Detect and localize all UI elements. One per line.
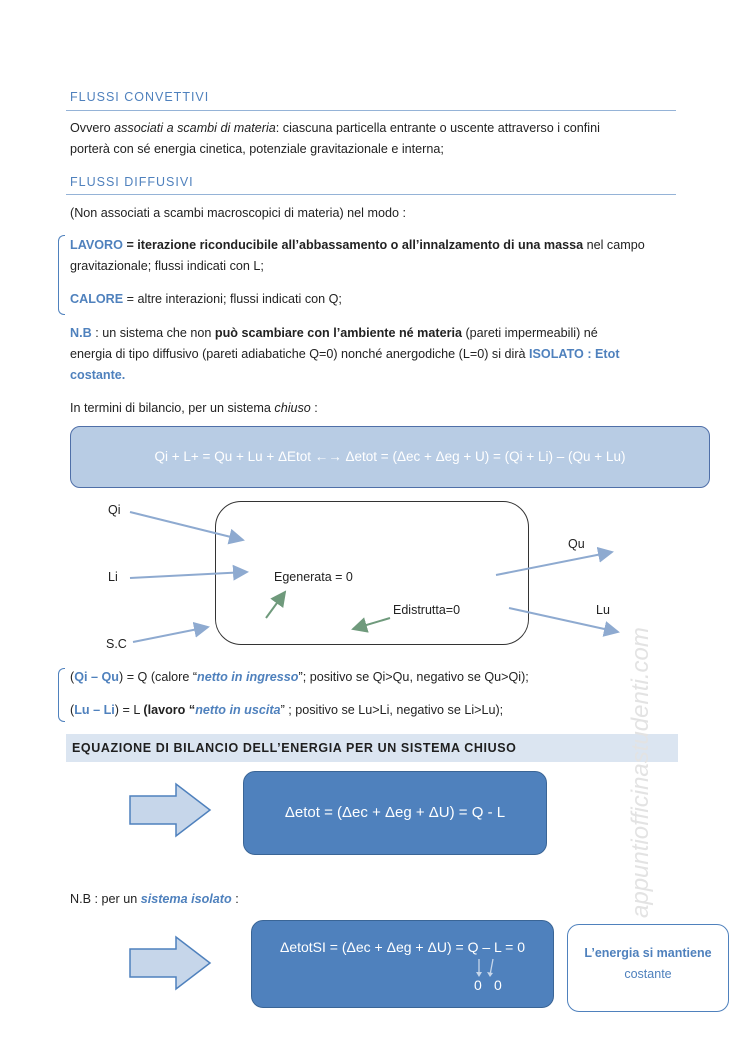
text: : un sistema che non <box>91 326 215 340</box>
text: : ciascuna particella entrante o uscente attraverso i confini <box>275 121 600 135</box>
text-italic-blue: netto in ingresso <box>197 670 299 684</box>
block-arrow-icon <box>128 782 212 838</box>
label-qi: Qi <box>108 503 121 517</box>
label-li: Li <box>108 570 118 584</box>
text: = altre interazioni; flussi indicati con Q; <box>123 292 342 306</box>
text-bold: (lavoro “ <box>143 703 196 717</box>
text: ( <box>70 703 75 717</box>
isolated-system-equation-box <box>251 920 554 1008</box>
note-line1: L’energia si mantiene <box>584 946 712 960</box>
label-qu: Qu <box>568 537 585 551</box>
arrow-edis <box>353 618 390 629</box>
balance-equation-box: Qi + L+ = Qu + Lu + ΔEtot ←→ Δetot = (Δec + Δeg + U) = (Qi + Li) – (Qu + Lu) <box>70 426 710 488</box>
nb-key: N.B <box>70 326 92 340</box>
lavoro-key: LAVORO <box>70 238 123 252</box>
diffusive-intro: (Non associati a scambi macroscopici di materia) nel modo : <box>70 206 406 220</box>
netto-q-line <box>70 667 529 688</box>
label-edistrutta: Edistrutta=0 <box>393 603 461 617</box>
label-lu: Lu <box>596 603 610 617</box>
text-bold: può scambiare con l’ambiente né materia <box>214 326 462 340</box>
text: ) = L <box>114 703 144 717</box>
arrow-qi <box>130 512 243 540</box>
text: : <box>310 401 318 415</box>
text: ( <box>70 670 75 684</box>
isolated-equation-text: ΔetotSI = (Δec + Δeg + ΔU) = Q – L = 0 <box>279 939 526 955</box>
section-title-closed-system: EQUAZIONE DI BILANCIO DELL’ENERGIA PER UN SISTEMA CHIUSO <box>72 741 517 755</box>
arrow-li <box>130 572 247 578</box>
label-egenerata: Egenerata = 0 <box>274 570 353 584</box>
zero-q: 0 <box>474 977 482 993</box>
brace-bracket <box>58 668 65 722</box>
text: ) = Q (calore “ <box>119 670 198 684</box>
note-line2: costante <box>624 967 672 981</box>
nb-isolated-line <box>70 889 239 910</box>
section-title-convective: FLUSSI CONVETTIVI <box>70 90 210 104</box>
lu-li-key: Lu – Li <box>74 703 115 717</box>
text-italic: associati a scambi di materia <box>114 121 276 135</box>
text: : <box>231 892 239 906</box>
text: N.B : per un <box>70 892 141 906</box>
calore-key: CALORE <box>70 292 124 306</box>
text-bold: = iterazione riconducibile all’abbassamento o all’innalzamento di una massa <box>122 238 584 252</box>
text-italic: chiuso <box>274 401 311 415</box>
text: nel campo <box>583 238 645 252</box>
block-arrow-icon <box>128 935 212 991</box>
nb-line3: costante. <box>70 368 126 382</box>
text: (pareti impermeabili) né <box>461 326 598 340</box>
qi-qu-key: Qi – Qu <box>74 670 119 684</box>
text-italic-blue: netto in uscita <box>195 703 281 717</box>
closed-system-equation-box: Δetot = (Δec + Δeg + ΔU) = Q - L <box>243 771 547 855</box>
lavoro-line2: gravitazionale; flussi indicati con L; <box>70 259 264 273</box>
arrow-sc <box>133 627 208 642</box>
isolato-key: ISOLATO : Etot <box>529 347 620 361</box>
text: energia di tipo diffusivo (pareti adiabatiche Q=0) nonché anergodiche (L=0) si dirà <box>70 347 530 361</box>
text: In termini di bilancio, per un sistema <box>70 401 275 415</box>
watermark <box>546 540 744 940</box>
text: ”; positivo se Qi>Qu, negativo se Qu>Qi); <box>298 670 529 684</box>
arrow-egen <box>266 592 285 618</box>
text: ” ; positivo se Lu>Li, negativo se Li>Lu); <box>280 703 504 717</box>
label-sc: S.C <box>106 637 127 651</box>
zero-arrows <box>462 957 502 979</box>
zero-l: 0 <box>494 977 502 993</box>
netto-l-line <box>70 700 503 721</box>
text: Ovvero <box>70 121 115 135</box>
convective-text-line2: porterà con sé energia cinetica, potenziale gravitazionale e interna; <box>70 142 444 156</box>
text-italic-blue: sistema isolato <box>140 892 232 906</box>
section-title-diffusive: FLUSSI DIFFUSIVI <box>70 175 194 189</box>
watermark-text: appuntiofficinastudenti.com <box>627 627 654 918</box>
